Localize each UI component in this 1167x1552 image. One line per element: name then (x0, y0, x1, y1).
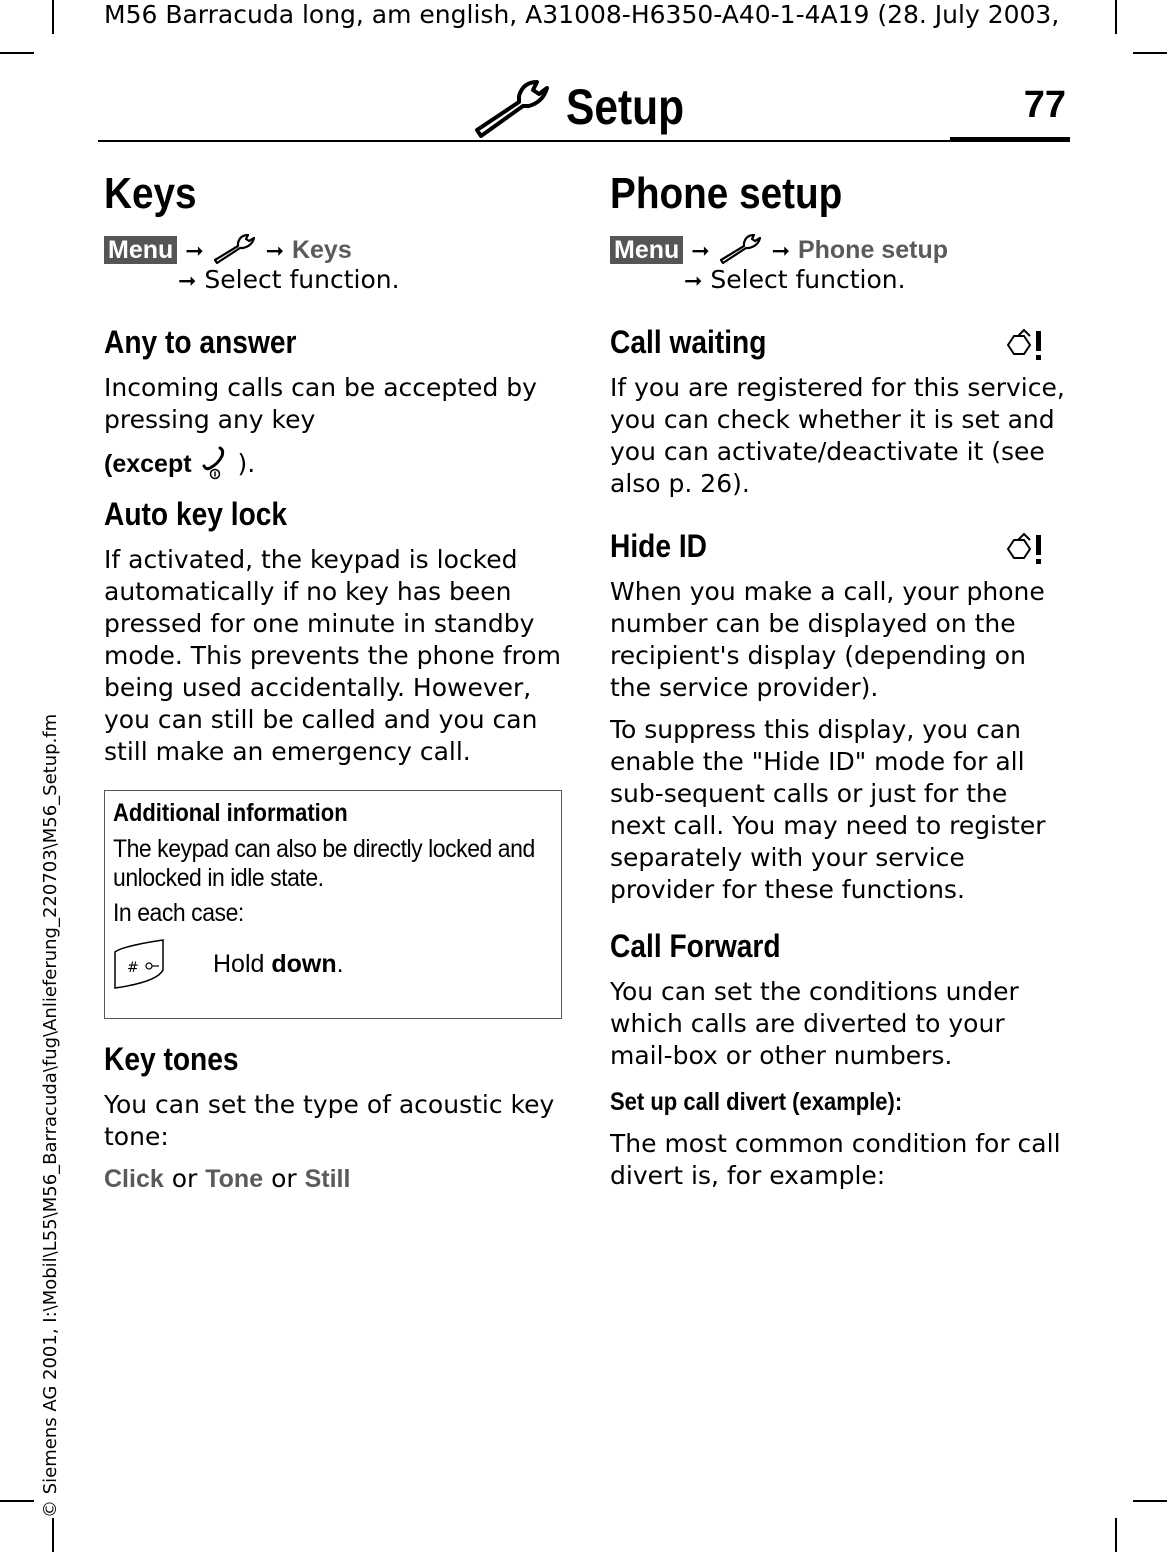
wrench-icon (473, 76, 553, 138)
menu-softkey: Menu (610, 236, 683, 264)
arrow-icon: ➞ (178, 269, 197, 294)
wrench-icon (718, 234, 764, 264)
option-or: or (171, 1164, 198, 1193)
except-end: ). (237, 449, 256, 478)
crop-mark (1115, 1518, 1117, 1552)
arrow-icon: ➞ (265, 239, 285, 264)
phone-setup-heading: Phone setup (610, 169, 843, 218)
additional-info-box (104, 790, 562, 1019)
auto-key-lock-heading: Auto key lock (104, 496, 288, 532)
crop-mark (52, 1518, 54, 1552)
wrench-icon (212, 234, 258, 264)
hold-period: . (336, 950, 344, 978)
side-copyright: © Siemens AG 2001, I:\Mobil\L55\M56_Barracuda\fug\Anlieferung_220703\M56_Setup.fm (40, 713, 61, 1518)
option-click: Click (104, 1165, 164, 1193)
running-header: M56 Barracuda long, am english, A31008-H6350-A40-1-4A19 (28. July 2003, (104, 0, 1060, 29)
hide-id-text-1: When you make a call, your phone number can be displayed on the recipient's display (depending on the service provider). (610, 577, 1045, 702)
hash-key-icon (113, 938, 167, 990)
option-or: or (271, 1164, 297, 1193)
header-rule-thick (950, 137, 1070, 142)
hide-id-heading: Hide ID (610, 528, 708, 564)
crop-mark (0, 52, 34, 54)
left-column (104, 168, 564, 1195)
end-key-icon (200, 446, 230, 480)
call-divert-text: The most common condition for call divert is, for example: (610, 1129, 1061, 1190)
hold-text: Hold (213, 950, 265, 978)
menu-softkey: Menu (104, 236, 177, 264)
key-tones-heading: Key tones (104, 1041, 239, 1077)
hash-key-row (113, 936, 553, 996)
call-waiting-section (610, 322, 1070, 362)
down-text: down (271, 950, 337, 978)
crop-mark (52, 0, 54, 34)
except-label: (except (104, 450, 192, 478)
arrow-icon: ➞ (185, 239, 204, 264)
right-column (610, 168, 1070, 1192)
header-rule (98, 140, 950, 142)
arrow-icon: ➞ (771, 239, 791, 264)
key-tones-text: You can set the type of acoustic key tone: (104, 1090, 555, 1151)
call-waiting-text: If you are registered for this service, you can check whether it is set and you can activate/deactivate it (see also p. 26). (610, 373, 1065, 498)
auto-key-lock-text: If activated, the keypad is locked automatically if no key has been pressed for one minute in standby mode. This prevents the phone from being used accidentally. However, you can still be called and you can still make an emergency call. (104, 545, 561, 766)
hide-id-section (610, 526, 1070, 566)
option-tone: Tone (205, 1165, 264, 1193)
select-function-text: Select function. (204, 265, 400, 294)
keys-menu-path (104, 234, 564, 296)
arrow-icon: ➞ (691, 239, 710, 264)
call-forward-text: You can set the conditions under which calls are diverted to your mail-box or other numbers. (610, 977, 1019, 1070)
phone-setup-menu-path (610, 234, 1070, 296)
keys-menu-target: Keys (291, 236, 352, 264)
info-box-text: The keypad can also be directly locked and unlocked in idle state. (113, 835, 535, 892)
page-header (98, 70, 1070, 145)
crop-mark (0, 1500, 34, 1502)
arrow-icon: ➞ (684, 269, 703, 294)
network-service-icon (1004, 532, 1048, 566)
call-waiting-heading: Call waiting (610, 324, 767, 360)
select-function-text: Select function. (710, 265, 906, 294)
hold-instruction (213, 950, 344, 979)
page-title: Setup (566, 79, 685, 135)
key-tones-options (104, 1163, 564, 1195)
call-divert-subtitle: Set up call divert (example): (610, 1088, 903, 1116)
crop-mark (1115, 0, 1117, 34)
call-forward-heading: Call Forward (610, 928, 781, 964)
info-box-title: Additional information (113, 799, 348, 827)
crop-mark (1133, 1500, 1167, 1502)
hide-id-text-2: To suppress this display, you can enable the "Hide ID" mode for all sub-sequent calls or just for the next call. You may need to register separately with your service provider for these functions. (610, 715, 1046, 904)
keys-heading: Keys (104, 169, 197, 218)
info-box-each-case: In each case: (113, 899, 244, 927)
crop-mark (1133, 52, 1167, 54)
any-to-answer-heading: Any to answer (104, 324, 297, 360)
any-to-answer-text: Incoming calls can be accepted by pressing any key (104, 373, 537, 434)
except-line (104, 446, 564, 480)
option-still: Still (304, 1165, 351, 1193)
svg-text:#: # (127, 960, 139, 976)
network-service-icon (1004, 328, 1048, 362)
phone-setup-menu-target: Phone setup (797, 236, 948, 264)
page-number: 77 (1023, 84, 1066, 126)
